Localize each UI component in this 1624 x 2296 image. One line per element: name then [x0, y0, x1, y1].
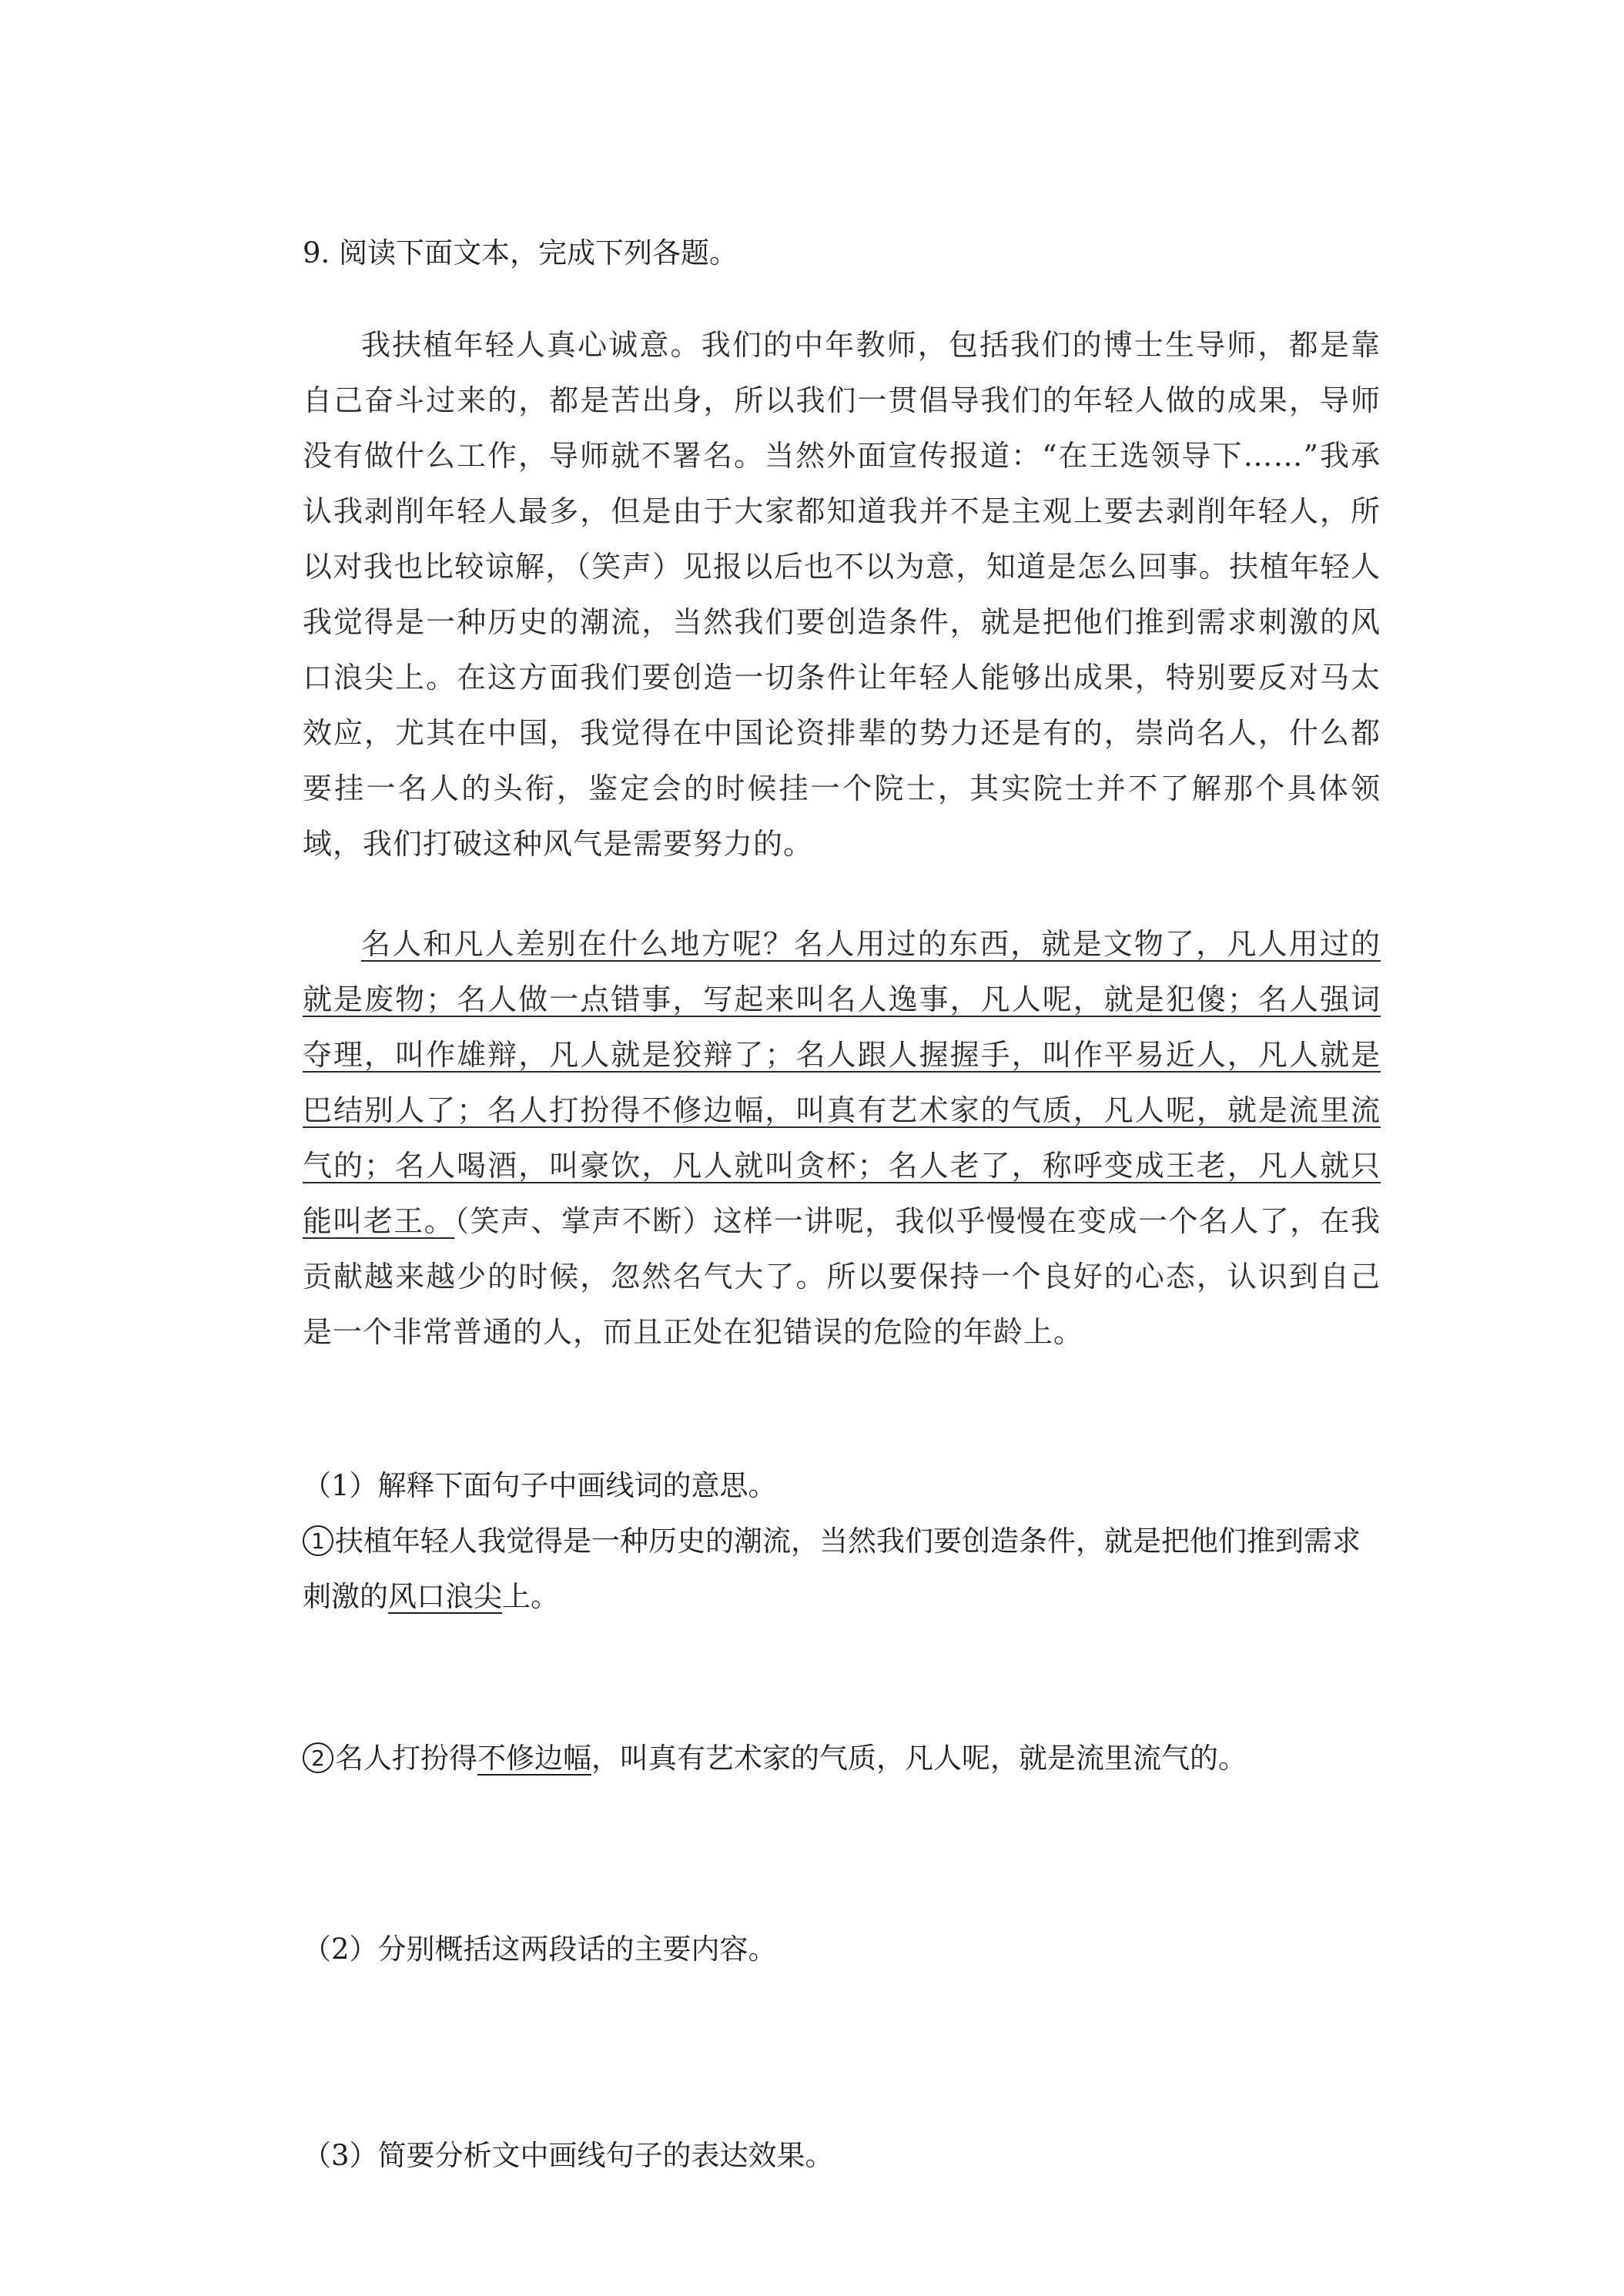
sub-question-1-item-2	[303, 1731, 1381, 1786]
item-1-after: 上。	[502, 1580, 559, 1613]
circled-number-2: 2	[303, 1742, 333, 1773]
circled-number-1: 1	[303, 1525, 333, 1556]
question-title: 9. 阅读下面文本，完成下列各题。	[303, 236, 738, 269]
underlined-sentence: 名人和凡人差别在什么地方呢？名人用过的东西，就是文物了，凡人用过的就是废物；名人做一点错事，写起来叫名人逸事，凡人呢，就是犯傻；名人强词夺理，叫作雄辩，凡人就是狡辩了；名人跟人握握手，叫作平易近人，凡人就是巴结别人了；名人打扮得不修边幅，叫真有艺术家的气质，凡人呢，就是流里流气的；名人喝酒，叫豪饮，凡人就叫贪杯；名人老了，称呼变成王老，凡人就只能叫老王。	[303, 927, 1381, 1238]
passage-paragraph-2	[303, 916, 1381, 1360]
sub-question-2-label: （2）分别概括这两段话的主要内容。	[303, 1933, 777, 1966]
item-2-before: 名人打扮得	[335, 1742, 477, 1775]
item-2-after: ，叫真有艺术家的气质，凡人呢，就是流里流气的。	[591, 1742, 1247, 1775]
sub-question-3-label: （3）简要分析文中画线句子的表达效果。	[303, 2139, 834, 2172]
sub-question-1-label: （1）解释下面句子中画线词的意思。	[303, 1469, 777, 1502]
paragraph-2-rest: （笑声、掌声不断）这样一讲呢，我似乎慢慢在变成一个名人了，在我贡献越来越少的时候，忽然名气大了。所以要保持一个良好的心态，认识到自己是一个非常普通的人，而且正处在犯错误的危险的年龄上。	[303, 1204, 1381, 1349]
sub-question-1-item-1	[303, 1514, 1381, 1625]
item-1-underlined-word: 风口浪尖	[388, 1580, 502, 1613]
item-2-underlined-word: 不修边幅	[477, 1742, 591, 1775]
passage-paragraph-1: 我扶植年轻人真心诚意。我们的中年教师，包括我们的博士生导师，都是靠自己奋斗过来的，都是苦出身，所以我们一贯倡导我们的年轻人做的成果，导师没有做什么工作，导师就不署名。当然外面宣传报道：“在王选领导下……”我承认我剥削年轻人最多，但是由于大家都知道我并不是主观上要去剥削年轻人，所以对我也比较谅解，（笑声）见报以后也不以为意，知道是怎么回事。扶植年轻人我觉得是一种历史的潮流，当然我们要创造条件，就是把他们推到需求刺激的风口浪尖上。在这方面我们要创造一切条件让年轻人能够出成果，特别要反对马太效应，尤其在中国，我觉得在中国论资排辈的势力还是有的，崇尚名人，什么都要挂一名人的头衔，鉴定会的时候挂一个院士，其实院士并不了解那个具体领域，我们打破这种风气是需要努力的。	[303, 328, 1381, 861]
item-1-before: 扶植年轻人我觉得是一种历史的潮流，当然我们要创造条件，就是把他们推到需求刺激的	[303, 1525, 1361, 1613]
